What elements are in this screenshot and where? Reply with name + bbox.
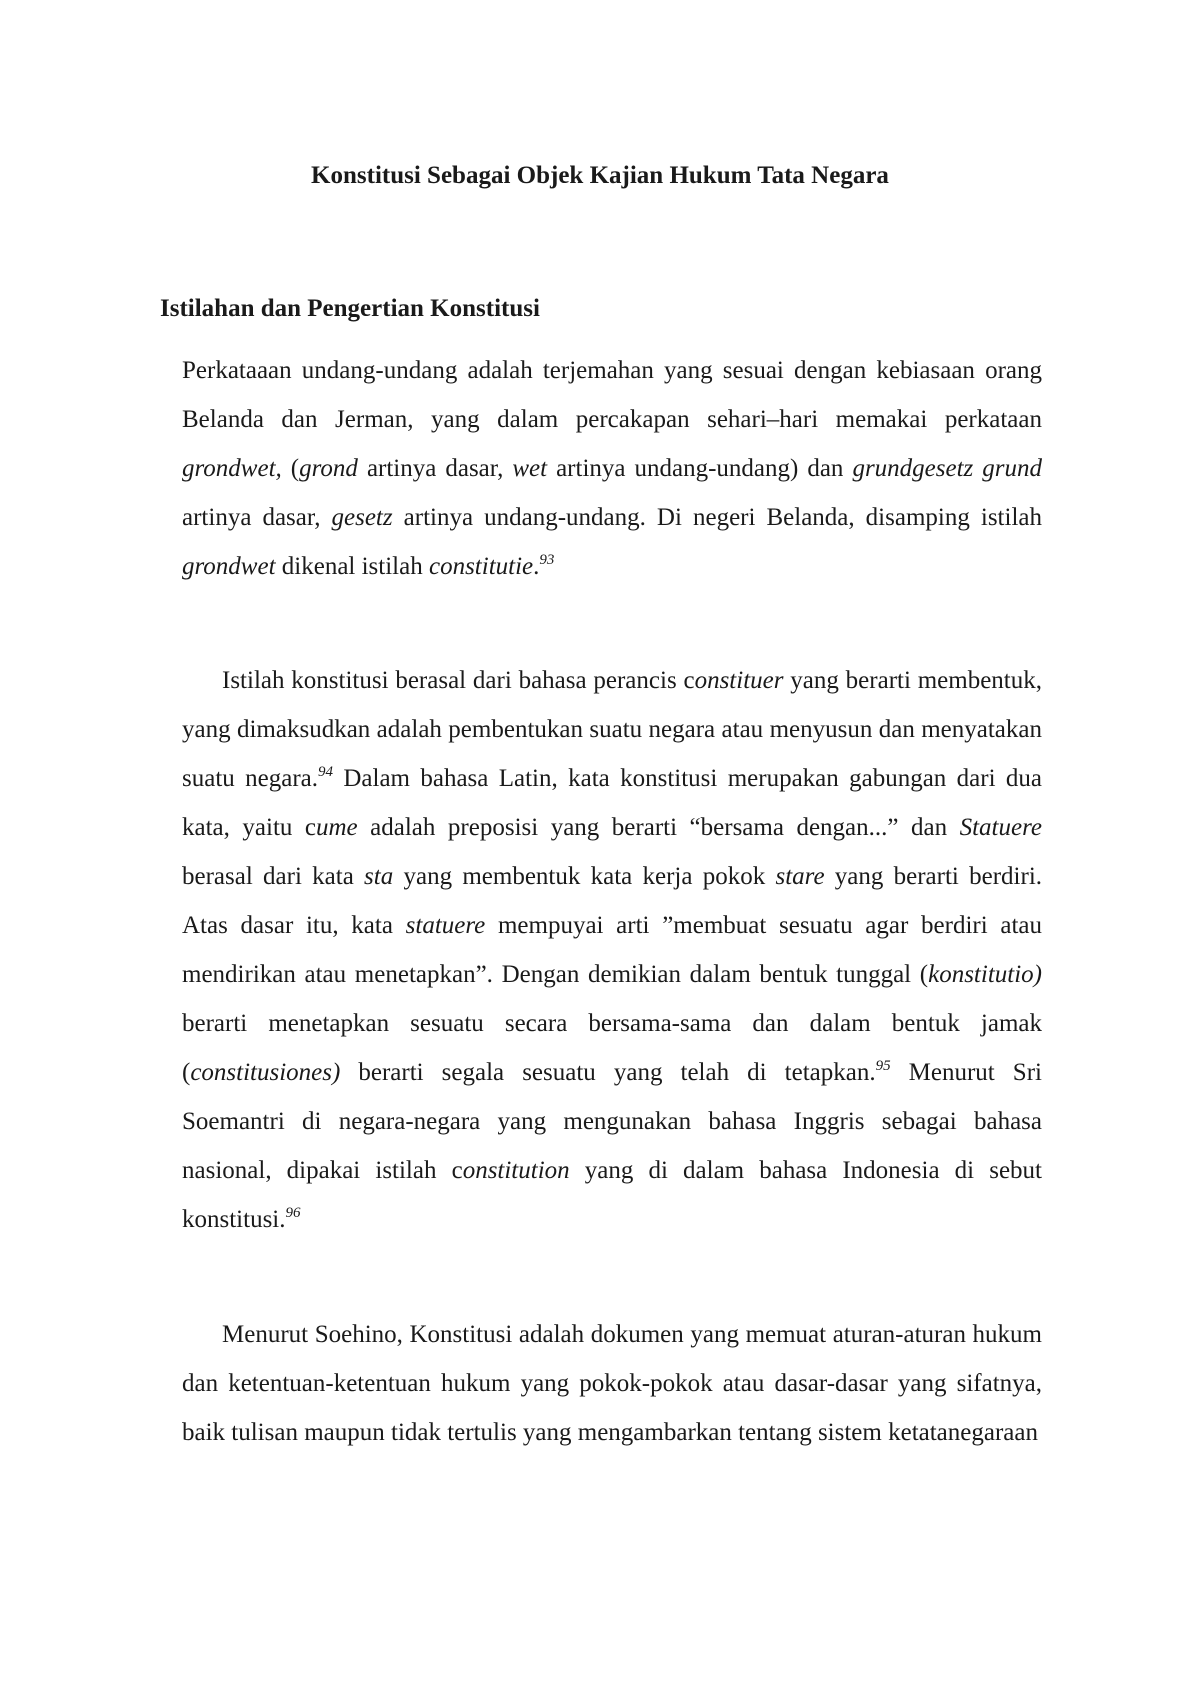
text-run: yang berarti berdiri. Atas dasar itu, kata	[182, 863, 1043, 939]
footnote-ref-94: 94	[318, 764, 333, 780]
italic-term: konstitutio)	[928, 961, 1042, 988]
italic-term: onstitution	[462, 1157, 570, 1184]
italic-term: grundgesetz grund	[852, 455, 1043, 482]
text-run: Dalam bahasa Latin, kata konstitusi merupakan gabungan dari dua kata, yaitu c	[182, 765, 1042, 841]
paragraph-2	[182, 656, 1042, 1244]
italic-term: grondwet	[182, 553, 276, 580]
text-run: yang di dalam bahasa Indonesia di sebut konstitusi.	[182, 1157, 1042, 1233]
italic-term: sta	[364, 863, 394, 890]
text-run: artinya dasar,	[182, 504, 332, 531]
document-title: Konstitusi Sebagai Objek Kajian Hukum Tata Negara	[311, 162, 889, 189]
text-run: Istilah konstitusi berasal dari bahasa perancis c	[222, 667, 695, 694]
italic-term: statuere	[405, 912, 486, 939]
italic-term: grond	[299, 455, 358, 482]
italic-term: grondwet,	[182, 455, 282, 482]
text-run: berarti menetapkan sesuatu secara bersama-sama dan dalam bentuk jamak (	[182, 1010, 1042, 1086]
text-run: yang berarti membentuk, yang dimaksudkan adalah pembentukan suatu negara atau menyusun dan menyatakan suatu negara.	[182, 667, 1042, 792]
text-run: artinya dasar,	[357, 455, 513, 482]
text-run: Perkataaan undang-undang adalah terjemahan yang sesuai dengan kebiasaan orang Belanda dan Jerman, yang dalam percakapan sehari–hari memakai perkataan	[182, 357, 1042, 433]
section-heading: Istilahan dan Pengertian Konstitusi	[160, 295, 540, 322]
text-run: mempuyai arti ”membuat sesuatu agar berdiri atau mendirikan atau menetapkan”. Dengan demikian dalam bentuk tunggal (	[182, 912, 1042, 988]
text-run: berasal dari kata	[182, 863, 365, 890]
paragraph-1	[182, 346, 1042, 591]
text-run: dikenal istilah	[275, 553, 429, 580]
text-run: (	[281, 455, 300, 482]
italic-term: constitusiones)	[190, 1059, 341, 1086]
footnote-ref-96: 96	[285, 1205, 301, 1221]
text-run: .	[533, 553, 540, 580]
text-run: artinya undang-undang. Di negeri Belanda, disamping istilah	[392, 504, 1042, 531]
text-run: Menurut Soehino, Konstitusi adalah dokumen yang memuat aturan-aturan hukum dan ketentuan-ketentuan hukum yang pokok-pokok atau dasar-dasar yang sifatnya, baik tulisan maupun tidak tertulis yang mengambarkan tentang sistem ketatanegaraan	[182, 1321, 1042, 1446]
text-run: adalah preposisi yang berarti “bersama dengan...” dan	[357, 814, 960, 841]
italic-term: Statuere	[959, 814, 1042, 841]
text-run: yang membentuk kata kerja pokok	[393, 863, 776, 890]
text-run: Menurut Sri Soemantri di negara-negara yang mengunakan bahasa Inggris sebagai bahasa nasional, dipakai istilah c	[182, 1059, 1042, 1184]
text-run: berarti segala sesuatu yang telah di tetapkan.	[340, 1059, 876, 1086]
italic-term: constitutie	[428, 553, 534, 580]
italic-term: wet	[512, 455, 548, 482]
text-run: artinya undang-undang) dan	[547, 455, 853, 482]
footnote-ref-93: 93	[539, 552, 555, 568]
italic-term: ume	[316, 814, 358, 841]
footnote-ref-95: 95	[875, 1058, 891, 1074]
italic-term: stare	[775, 863, 825, 890]
italic-term: onstituer	[694, 667, 784, 694]
italic-term: gesetz	[331, 504, 393, 531]
paragraph-3	[182, 1310, 1042, 1457]
